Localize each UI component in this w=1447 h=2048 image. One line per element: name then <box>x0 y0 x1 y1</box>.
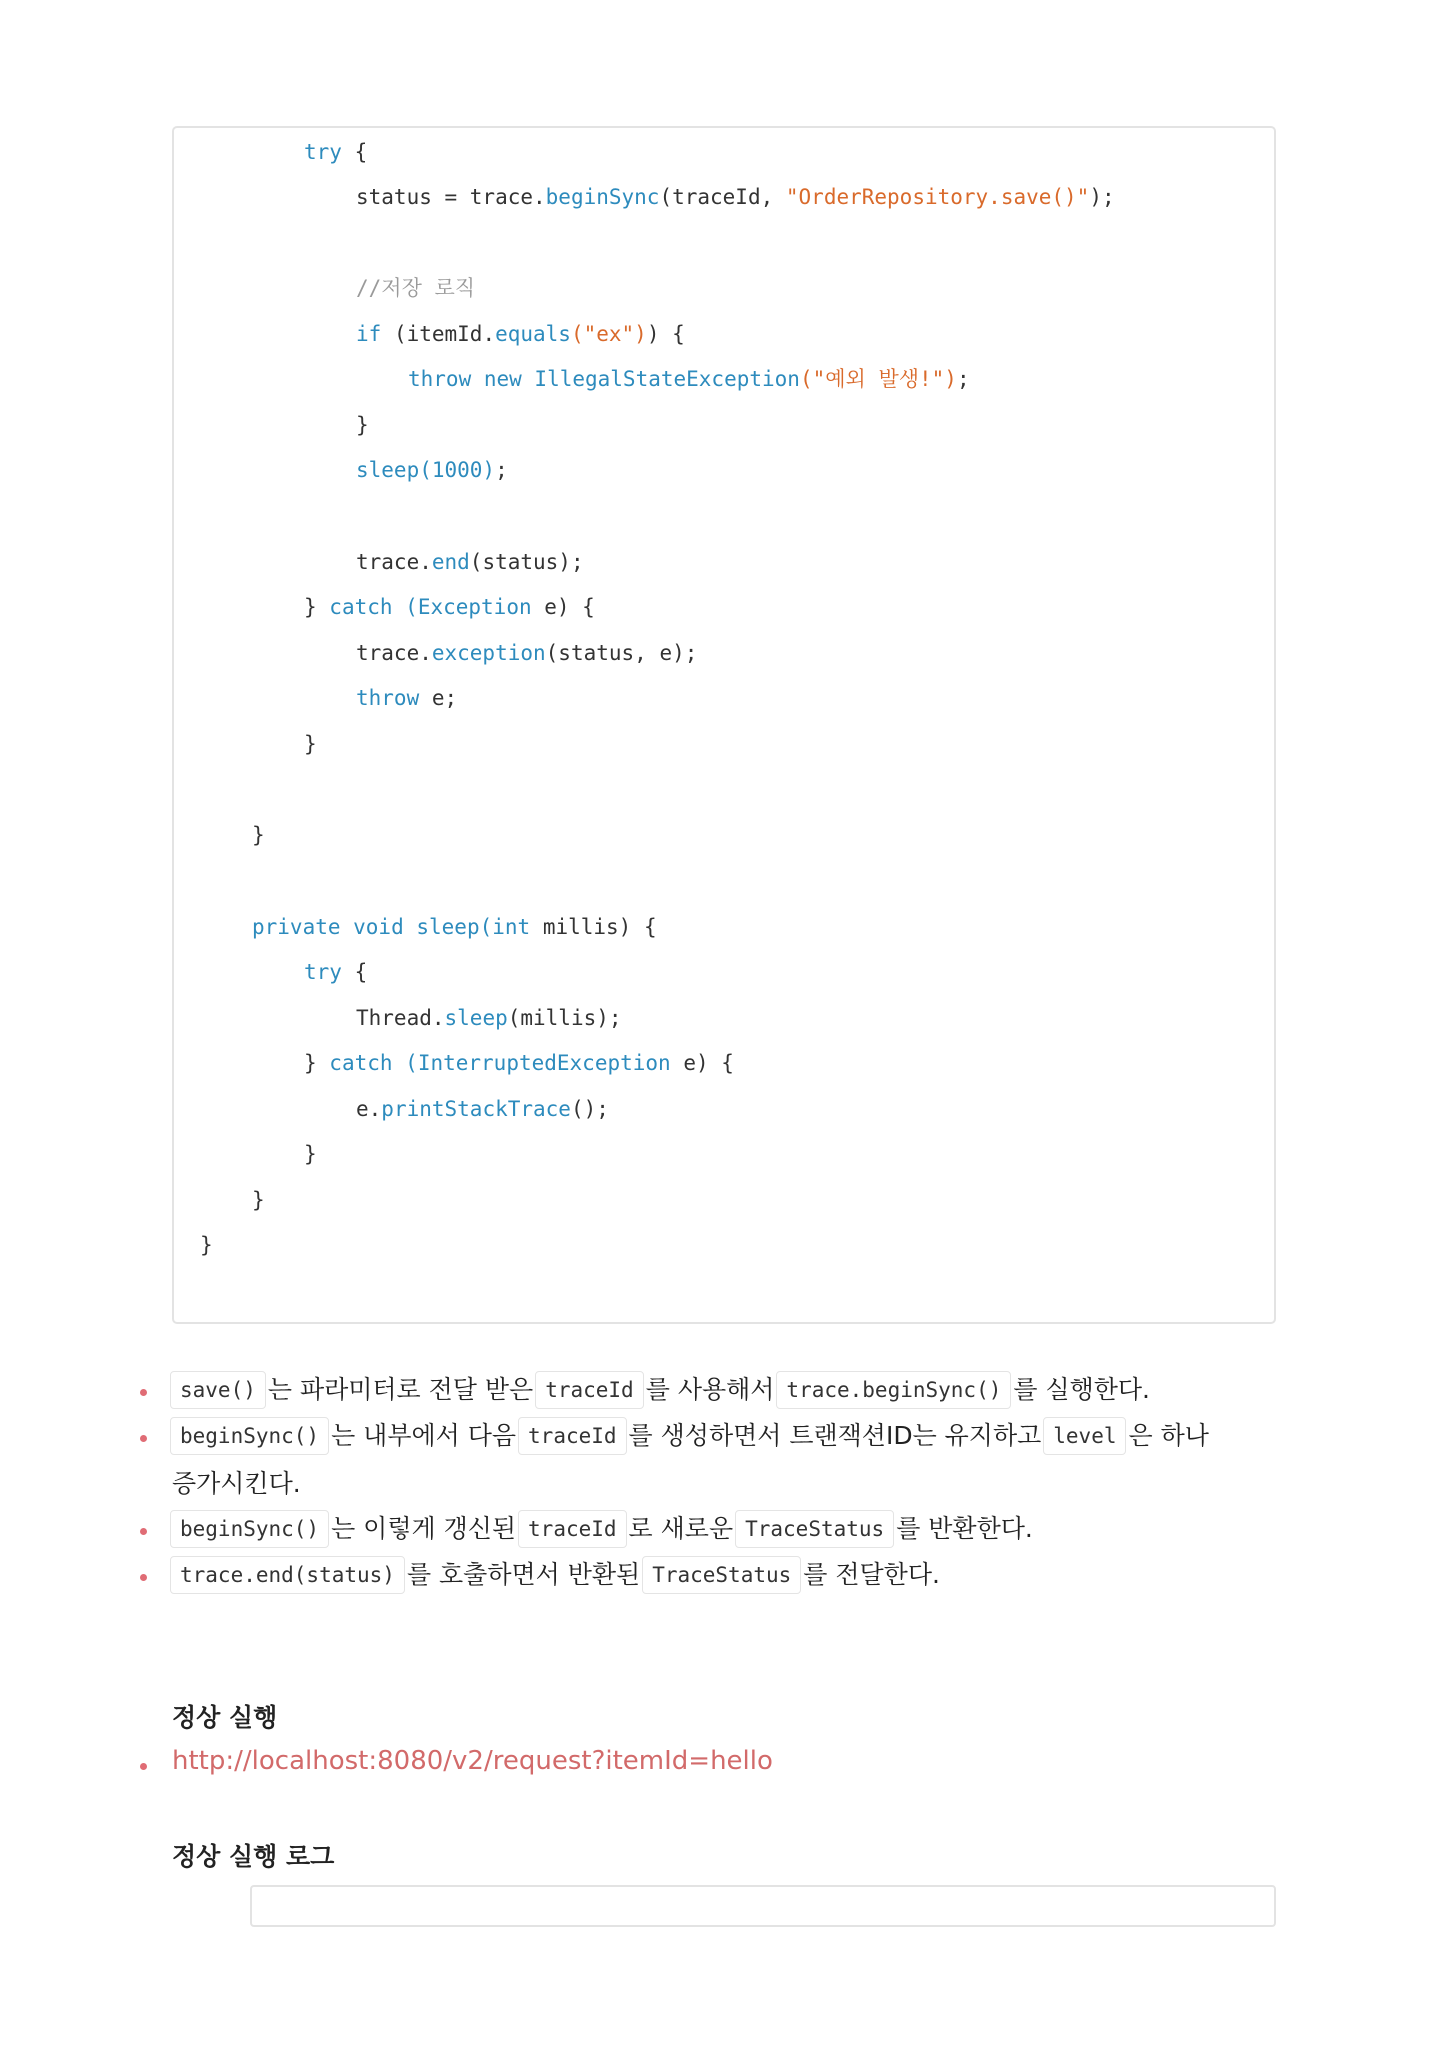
code-line: try { <box>304 140 368 164</box>
inline-code: traceId <box>535 1371 644 1409</box>
code-line: } catch (Exception e) { <box>304 595 595 619</box>
code-line: throw e; <box>356 686 458 710</box>
bullet-dot <box>140 1435 147 1442</box>
code-line: } <box>252 1188 265 1212</box>
inline-code: trace.beginSync() <box>776 1371 1011 1409</box>
bullet-item: beginSync() 는 내부에서 다음 traceId 를 생성하면서 트랜잭션ID는 유지하고 level 은 하나 <box>168 1415 1209 1456</box>
code-line: sleep(1000); <box>356 458 508 482</box>
request-link[interactable]: http://localhost:8080/v2/request?itemId=hello <box>172 1746 773 1776</box>
section-heading: 정상 실행 로그 <box>172 1842 335 1871</box>
code-line: trace.end(status); <box>356 550 584 574</box>
code-line: } <box>252 823 265 847</box>
code-line: Thread.sleep(millis); <box>356 1006 622 1030</box>
bullet-continuation: 증가시킨다. <box>172 1469 301 1498</box>
inline-code: beginSync() <box>170 1510 329 1548</box>
code-comment: //저장 로직 <box>356 276 476 300</box>
bullet-dot <box>140 1763 147 1770</box>
code-line: trace.exception(status, e); <box>356 641 698 665</box>
code-line: e.printStackTrace(); <box>356 1097 609 1121</box>
section-heading: 정상 실행 <box>172 1703 278 1732</box>
code-line: } <box>304 732 317 756</box>
log-code-block <box>250 1885 1276 1927</box>
code-line: } catch (InterruptedException e) { <box>304 1051 734 1075</box>
code-block <box>172 126 1276 1324</box>
inline-code: trace.end(status) <box>170 1556 405 1594</box>
code-line: throw new IllegalStateException("예외 발생!"); <box>408 367 970 391</box>
bullet-item: beginSync() 는 이렇게 갱신된 traceId 로 새로운 TraceStatus 를 반환한다. <box>168 1508 1033 1549</box>
bullet-item: save() 는 파라미터로 전달 받은 traceId 를 사용해서 trace.beginSync() 를 실행한다. <box>168 1369 1150 1410</box>
bullet-dot <box>140 1574 147 1581</box>
code-line: try { <box>304 960 368 984</box>
inline-code: save() <box>170 1371 266 1409</box>
inline-code: traceId <box>518 1510 627 1548</box>
bullet-dot <box>140 1528 147 1535</box>
inline-code: beginSync() <box>170 1417 329 1455</box>
inline-code: TraceStatus <box>642 1556 801 1594</box>
inline-code: TraceStatus <box>735 1510 894 1548</box>
code-line: } <box>356 413 369 437</box>
code-line: status = trace.beginSync(traceId, "OrderRepository.save()"); <box>356 185 1115 209</box>
code-line: } <box>200 1233 213 1257</box>
bullet-dot <box>140 1389 147 1396</box>
code-line: if (itemId.equals("ex")) { <box>356 322 685 346</box>
inline-code: level <box>1043 1417 1126 1455</box>
bullet-item: trace.end(status) 를 호출하면서 반환된 TraceStatus 를 전달한다. <box>168 1554 940 1595</box>
inline-code: traceId <box>518 1417 627 1455</box>
code-line: private void sleep(int millis) { <box>252 915 657 939</box>
code-line: } <box>304 1142 317 1166</box>
